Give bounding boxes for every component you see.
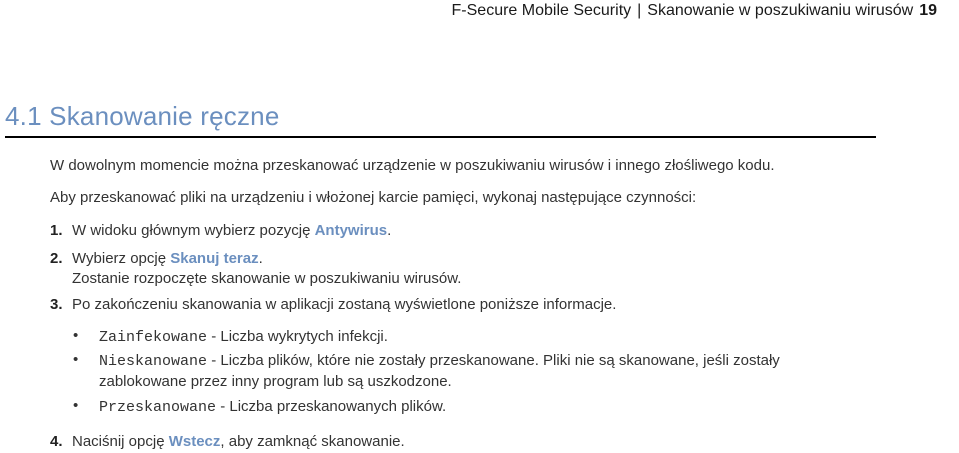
bullet-item-zainfekowane [99,328,388,346]
header-product: F-Secure Mobile Security [451,2,632,19]
bullet-item-przeskanowane [99,398,446,416]
option-wstecz: Wstecz [168,433,221,450]
step-4: 4. Naciśnij opcję Wstecz, aby zamknąć skanowanie. [50,433,405,450]
section-title: 4.1 Skanowanie ręczne [5,101,280,131]
step-number: 3. [50,296,63,313]
step-text: Naciśnij opcję [72,433,169,450]
page-header [452,2,937,20]
page-number: 19 [919,2,937,19]
step-2: 2. Wybierz opcję Skanuj teraz. [50,250,263,267]
intro-paragraph: W dowolnym momencie można przeskanować urządzenie w poszukiwaniu wirusów i innego złośliwego kodu. [50,157,775,174]
bullet-icon: • [73,397,79,414]
bullet-icon: • [73,351,79,368]
step-number: 2. [50,250,63,267]
bullet-desc-continued: zablokowane przez inny program lub są uszkodzone. [99,373,452,390]
step-text: Po zakończeniu skanowania w aplikacji zostaną wyświetlone poniższe informacje. [72,296,617,313]
step-text: W widoku głównym wybierz pozycję [72,222,315,239]
bullet-icon: • [73,327,79,344]
menu-item-antywirus: Antywirus [314,222,388,239]
step-3 [50,296,616,313]
bullet-term: Zainfekowane [99,329,208,346]
bullet-item-nieskanowane [99,352,780,370]
bullet-term: Nieskanowane [99,353,208,370]
step-2-note: Zostanie rozpoczęte skanowanie w poszukiwaniu wirusów. [72,270,462,287]
bullet-desc: - Liczba wykrytych infekcji. [207,328,388,345]
title-divider [5,136,876,138]
bullet-desc: - Liczba przeskanowanych plików. [216,398,447,415]
option-skanuj-teraz: Skanuj teraz [170,250,259,267]
bullet-term: Przeskanowane [99,399,217,416]
step-1: 1. W widoku głównym wybierz pozycję Antywirus. [50,222,392,239]
step-text: Wybierz opcję [72,250,171,267]
step-number: 1. [50,222,63,239]
instruction-paragraph: Aby przeskanować pliki na urządzeniu i włożonej karcie pamięci, wykonaj następujące czynności: [50,189,697,206]
bullet-desc: - Liczba plików, które nie zostały przeskanowane. Pliki nie są skanowane, jeśli zostały [207,352,780,369]
header-separator: | [637,2,642,19]
header-section: Skanowanie w poszukiwaniu wirusów [647,2,914,19]
step-number: 4. [50,433,63,450]
